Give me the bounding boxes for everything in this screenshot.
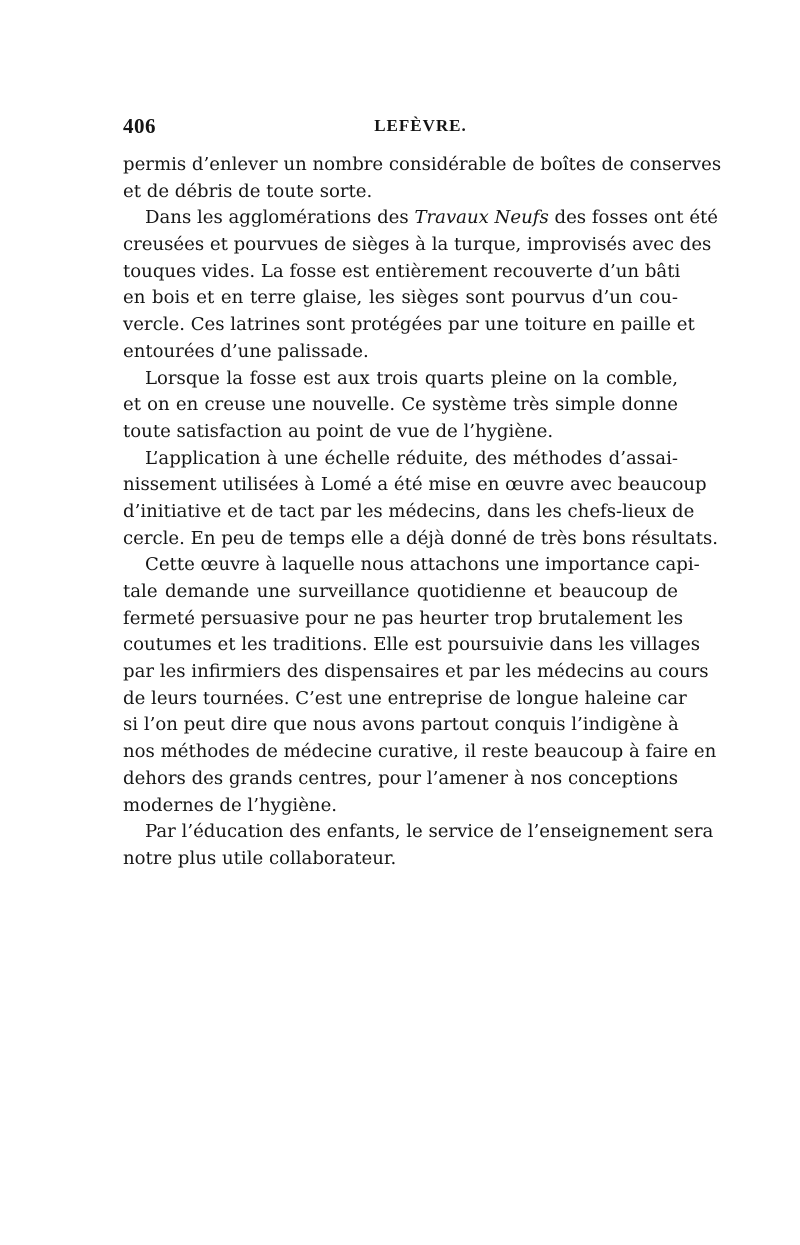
text-line: si l’on peut dire que nous avons partout conquis l’indigène à	[123, 714, 679, 736]
text-line: entourées d’une palissade.	[123, 340, 369, 362]
text-line: d’initiative et de tact par les médecins, dans les chefs-lieux de	[123, 500, 695, 522]
text-line: cercle. En peu de temps elle a déjà donné de très bons résultats.	[123, 527, 719, 549]
text-line: modernes de l’hygiène.	[123, 794, 338, 816]
text-line: nissement utilisées à Lomé a été mise en œuvre avec beaucoup	[123, 474, 707, 496]
text-line: L’application à une échelle réduite, des méthodes d’assai-	[145, 447, 678, 469]
text-line: et on en creuse une nouvelle. Ce système très simple donne	[123, 394, 678, 416]
text-fragment: Dans les agglomérations des	[145, 207, 409, 229]
text-fragment: des fosses ont été	[554, 207, 719, 229]
text-line: fermeté persuasive pour ne pas heurter trop brutalement les	[123, 607, 684, 629]
text-line: et de débris de toute sorte.	[123, 180, 373, 202]
text-line: tale demande une surveillance quotidienne et beaucoup de	[123, 581, 678, 602]
text-line: par les infirmiers des dispensaires et par les médecins au cours	[123, 661, 709, 683]
text-line: Cette œuvre à laquelle nous attachons une importance capi-	[145, 554, 700, 576]
text-line: en bois et en terre glaise, les sièges sont pourvus d’un cou-	[123, 287, 678, 309]
text-line: creusées et pourvues de sièges à la turque, improvisés avec des	[123, 234, 712, 256]
body-text	[123, 152, 722, 873]
text-line: toute satisfaction au point de vue de l’hygiène.	[123, 420, 554, 442]
page-number: 406	[123, 114, 156, 138]
text-line: notre plus utile collaborateur.	[123, 847, 397, 869]
text-line	[123, 205, 719, 232]
text-line: nos méthodes de médecine curative, il reste beaucoup à faire en	[123, 741, 717, 763]
text-line: permis d’enlever un nombre considérable de boîtes de conserves	[123, 154, 722, 175]
italic-title: Travaux Neufs	[414, 207, 549, 229]
page-header	[123, 114, 678, 146]
text-line: vercle. Ces latrines sont protégées par une toiture en paille et	[123, 314, 695, 336]
text-line: de leurs tournées. C’est une entreprise de longue haleine car	[123, 687, 687, 709]
text-line: coutumes et les traditions. Elle est poursuivie dans les villages	[123, 634, 701, 656]
text-line: dehors des grands centres, pour l’amener à nos conceptions	[123, 767, 678, 789]
text-line: Lorsque la fosse est aux trois quarts pleine on la comble,	[145, 367, 678, 389]
text-line: Par l’éducation des enfants, le service de l’enseignement sera	[145, 821, 714, 843]
text-line: touques vides. La fosse est entièrement recouverte d’un bâti	[123, 260, 681, 282]
running-head: LEFÈVRE.	[374, 116, 467, 135]
